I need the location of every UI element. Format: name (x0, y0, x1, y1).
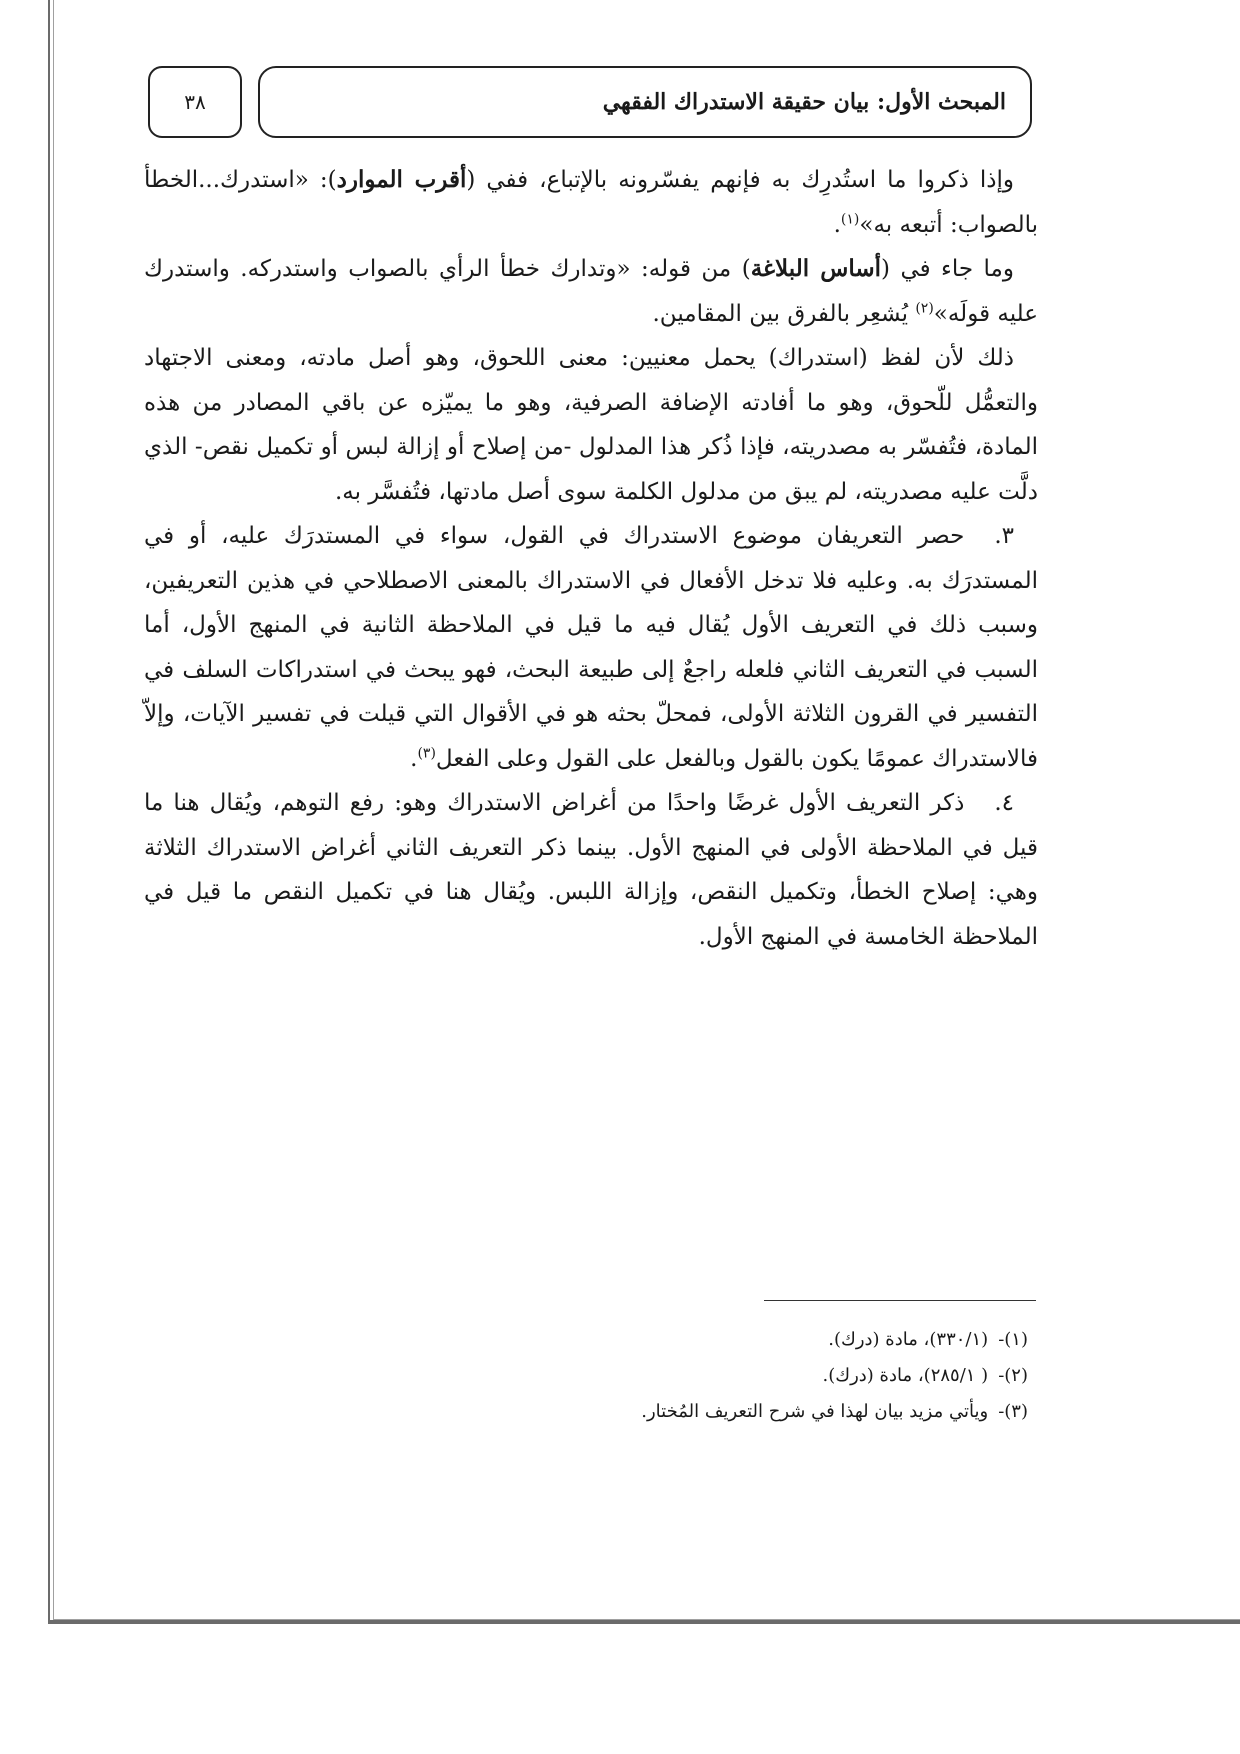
paragraph-1: وإذا ذكروا ما استُدرِك به فإنهم يفسّرونه بالإتباع، ففي (أقرب الموارد): «استدرك...الخطأ بالصواب: أتبعه به»$^{(١)}$. (144, 166, 1038, 238)
chapter-title: المبحث الأول: بيان حقيقة الاستدراك الفقهي (602, 89, 1006, 115)
footnote-separator (764, 1300, 1036, 1301)
footnote-2: (٢)-( ٢٨٥/١)، مادة (درك). (822, 1365, 1028, 1386)
paragraph-number-4: ٤. (994, 790, 1014, 816)
paragraph-2: وما جاء في (أساس البلاغة) من قوله: «وتدارك خطأ الرأي بالصواب واستدركه. واستدرك عليه قولَه»$^{(٢)}$ يُشعِر بالفرق بين المقامين. (144, 255, 1038, 327)
paragraph-5: ٤.ذكر التعريف الأول غرضًا واحدًا من أغراض الاستدراك وهو: رفع التوهم، ويُقال هنا ما قيل في الملاحظة الأولى في المنهج الأول. بينما ذكر التعريف الثاني أغراض الاستدراك الثلاثة وهي: إصلاح الخطأ، وتكميل النقص، وإزالة اللبس. ويُقال هنا في تكميل النقص ما قيل في الملاحظة الخامسة في المنهج الأول. (144, 790, 1038, 950)
footnote-ref-1: (١) (840, 210, 860, 227)
page-number: ٣٨ (184, 90, 206, 114)
main-text (144, 158, 1038, 959)
paragraph-4: ٣.حصر التعريفان موضوع الاستدراك في القول، سواء في المستدرَك عليه، أو في المستدرَك به. وعليه فلا تدخل الأفعال في الاستدراك بالمعنى الاصطلاحي في هذين التعريفين، وسبب ذلك في التعريف الأول يُقال فيه ما قيل في الملاحظة الثانية في المنهج الأول، أما السبب في التعريف الثاني فلعله راجعٌ إلى طبيعة البحث، فهو يبحث في استدراكات السلف في التفسير في القرون الثلاثة الأولى، فمحلّ بحثه هو في الأقوال التي قيلت في تفسير الآيات، وإلاّ فالاستدراك عمومًا يكون بالقول وبالفعل على القول وعلى الفعل$^{(٣)}$. (144, 523, 1038, 772)
page-number-box (148, 66, 242, 138)
footnote-1: (١)-(٣٣٠/١)، مادة (درك). (828, 1329, 1028, 1350)
source-title-aqrab: أقرب الموارد (336, 166, 467, 193)
footnote-3: (٣)-ويأتي مزيد بيان لهذا في شرح التعريف المُختار. (641, 1401, 1028, 1422)
footnote-ref-3: (٣) (417, 744, 436, 761)
paragraph-3: ذلك لأن لفظ (استدراك) يحمل معنيين: معنى اللحوق، وهو أصل مادته، ومعنى الاجتهاد والتعمُّل للّحوق، وهو ما أفادته الإضافة الصرفية، وهو ما يميّزه عن باقي المصادر من هذه المادة، فتُفسّر به مصدريته، فإذا ذُكر هذا المدلول -من إصلاح أو إزالة لبس أو تكميل نقص- الذي دلَّت عليه مصدريته، لم يبق من مدلول الكلمة سوى أصل مادتها، فتُفسَّر به. (144, 345, 1038, 505)
paragraph-number-3: ٣. (994, 523, 1014, 549)
footnote-ref-2: (٢) (915, 299, 934, 316)
source-title-asas: أساس البلاغة (750, 255, 882, 282)
footnotes (144, 1322, 1038, 1430)
chapter-title-box (258, 66, 1032, 138)
